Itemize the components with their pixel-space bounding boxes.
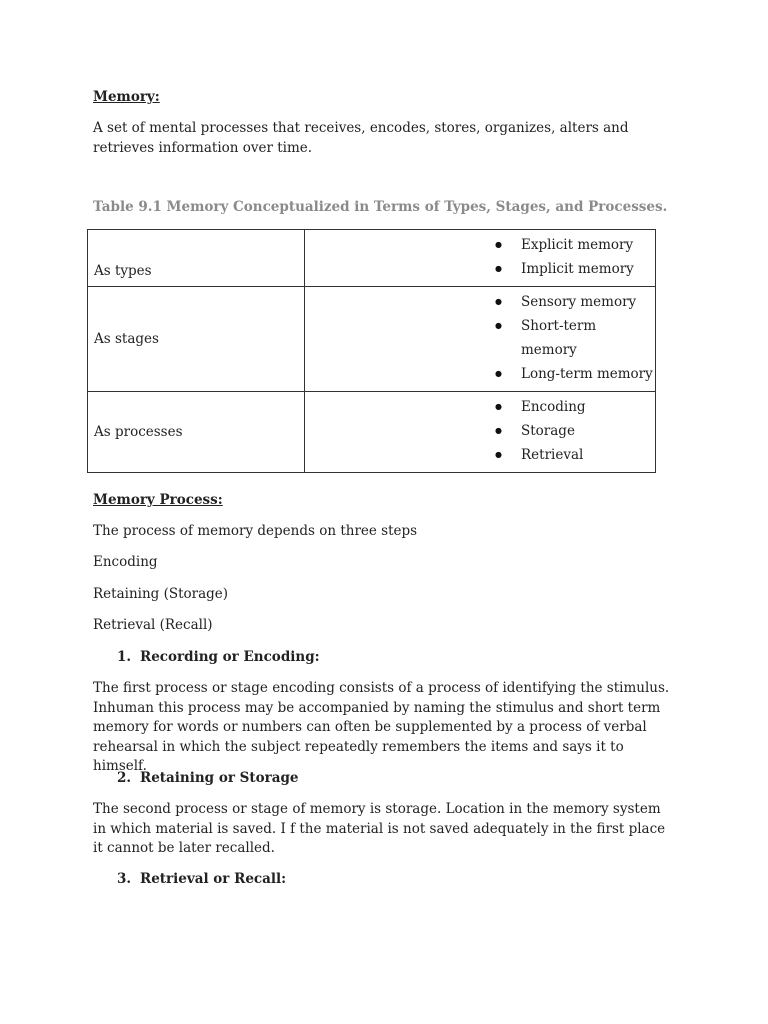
section-1-body: The first process or stage encoding consists of a process of identifying the stimulus. Inhuman this process may be accompanied by naming the stimulus and short term memory for words or numbers can often be supplemented by a process of verbal rehearsal in which the subject repeatedly remembers the items and says it to himself. xyxy=(93,680,670,774)
row-label: As processes xyxy=(88,392,305,473)
table-caption: Table 9.1 Memory Conceptualized in Terms of Types, Stages, and Processes. xyxy=(93,199,668,215)
section-2-title xyxy=(117,769,299,789)
process-intro: The process of memory depends on three steps xyxy=(93,523,418,539)
row-items xyxy=(305,230,656,287)
list-item: ● Long-term memory xyxy=(305,362,655,386)
row-items xyxy=(305,392,656,473)
section-number: 1. xyxy=(117,649,132,665)
section-title: Retrieval or Recall: xyxy=(140,871,287,887)
list-item: ● Short-term memory xyxy=(305,314,655,362)
process-heading: Memory Process: xyxy=(93,492,223,508)
table-row xyxy=(88,392,656,473)
row-items xyxy=(305,287,656,392)
step-item: Encoding xyxy=(93,554,158,570)
table-row xyxy=(88,287,656,392)
memory-table xyxy=(87,229,656,473)
section-title: Recording or Encoding: xyxy=(140,649,320,665)
step-item: Retrieval (Recall) xyxy=(93,617,213,633)
section-3-title xyxy=(117,870,286,890)
row-label: As types xyxy=(88,230,305,287)
list-item: ● Sensory memory xyxy=(305,290,655,314)
list-item: ● Encoding xyxy=(305,395,655,419)
list-item: ● Explicit memory xyxy=(305,233,655,257)
section-number: 2. xyxy=(117,770,132,786)
step-item: Retaining (Storage) xyxy=(93,586,229,602)
section-1-title xyxy=(117,648,320,668)
memory-definition: A set of mental processes that receives, encodes, stores, organizes, alters and retrieves information over time. xyxy=(93,120,629,156)
list-item: ● Implicit memory xyxy=(305,257,655,281)
list-item: ● Storage xyxy=(305,419,655,443)
section-2-body: The second process or stage of memory is storage. Location in the memory system in which material is saved. I f the material is not saved adequately in the first place it cannot be later recalled. xyxy=(93,801,666,856)
list-item: ● Retrieval xyxy=(305,443,655,467)
memory-heading: Memory: xyxy=(93,89,160,105)
table-row xyxy=(88,230,656,287)
row-label: As stages xyxy=(88,287,305,392)
section-title: Retaining or Storage xyxy=(140,770,299,786)
section-number: 3. xyxy=(117,871,132,887)
